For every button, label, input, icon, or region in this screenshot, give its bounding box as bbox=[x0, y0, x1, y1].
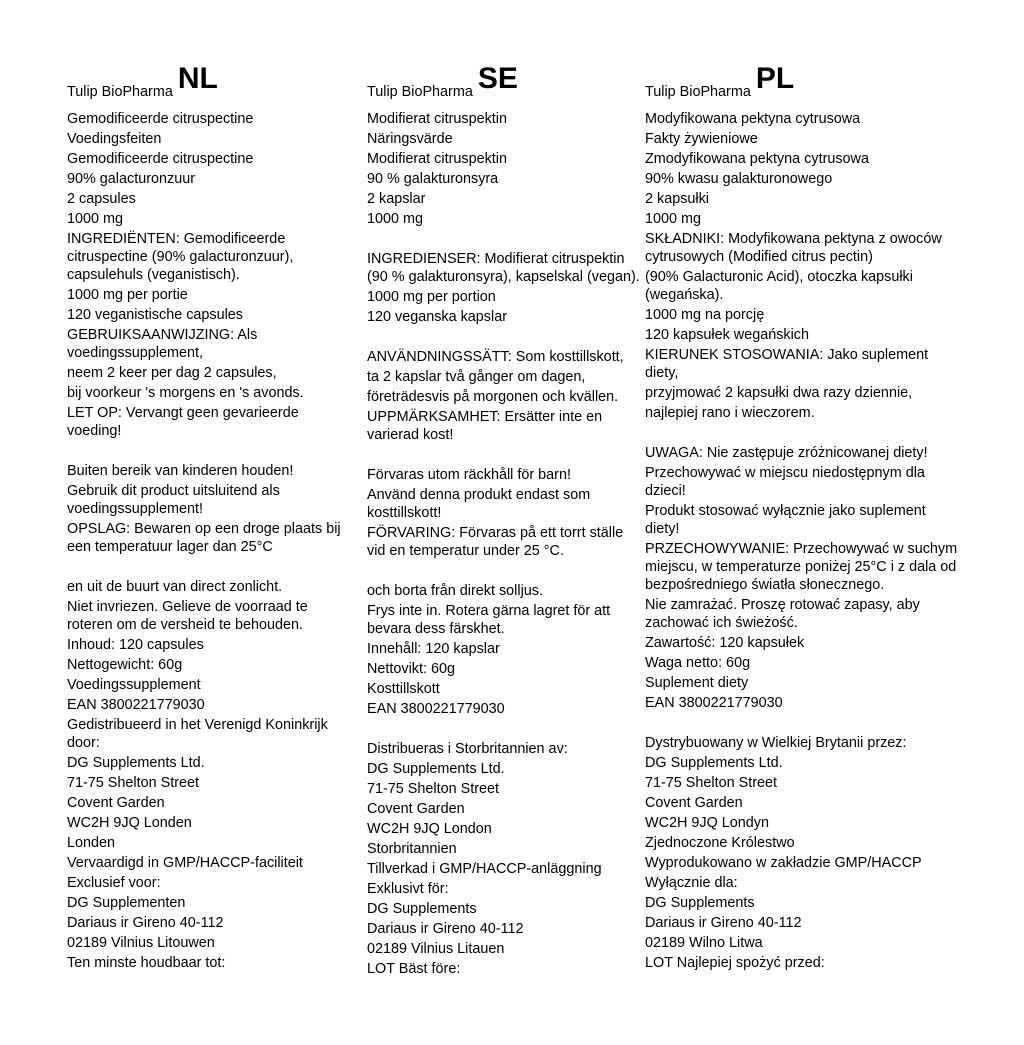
text-line: Modifierat citruspektin bbox=[367, 151, 507, 167]
text-line: Ten minste houdbaar tot: bbox=[67, 955, 226, 971]
text-line: Londen bbox=[67, 835, 116, 851]
column-se bbox=[367, 62, 642, 980]
text-line: najlepiej rano i wieczorem. bbox=[645, 405, 815, 421]
text-line bbox=[645, 714, 960, 732]
text-line: DG Supplements Ltd. bbox=[367, 761, 505, 777]
text-line: Inhoud: 120 capsules bbox=[67, 637, 204, 653]
text-line: UPPMÄRKSAMHET: Ersätter inte en varierad kost! bbox=[367, 409, 603, 443]
text-line: WC2H 9JQ Londyn bbox=[645, 815, 769, 831]
text-line: Covent Garden bbox=[367, 801, 465, 817]
text-line: 71-75 Shelton Street bbox=[367, 781, 500, 797]
text-line: FÖRVARING: Förvaras på ett torrt ställe vid en temperatur under 25 °C. bbox=[367, 525, 624, 559]
text-line: 1000 mg na porcję bbox=[645, 307, 765, 323]
text-line: Fakty żywieniowe bbox=[645, 131, 758, 147]
text-line: 71-75 Shelton Street bbox=[645, 775, 778, 791]
text-line: 2 capsules bbox=[67, 191, 136, 207]
text-line: en uit de buurt van direct zonlicht. bbox=[67, 579, 283, 595]
language-code: NL bbox=[177, 62, 218, 95]
text-line: EAN 3800221779030 bbox=[645, 695, 783, 711]
text-line: företrädesvis på morgonen och kvällen. bbox=[367, 389, 619, 405]
text-line: Dystrybuowany w Wielkiej Brytanii przez: bbox=[645, 735, 907, 751]
text-line: ANVÄNDNINGSSÄTT: Som kosttillskott, bbox=[367, 349, 624, 365]
text-line: 90% galacturonzuur bbox=[67, 171, 195, 187]
text-line: PRZECHOWYWANIE: Przechowywać w suchym miejscu, w temperaturze poniżej 25°C i z dala od bezpośredniego światła słonecznego. bbox=[645, 541, 958, 593]
language-code: SE bbox=[477, 62, 518, 95]
text-line: Nettogewicht: 60g bbox=[67, 657, 183, 673]
text-line: Gebruik dit product uitsluitend als voedingssupplement! bbox=[67, 483, 280, 517]
text-line: Näringsvärde bbox=[367, 131, 453, 147]
text-line: Frys inte in. Rotera gärna lagret för att bevara dess färskhet. bbox=[367, 603, 611, 637]
text-line: Innehåll: 120 kapslar bbox=[367, 641, 500, 657]
text-line: Voedingsfeiten bbox=[67, 131, 162, 147]
text-line: 2 kapslar bbox=[367, 191, 426, 207]
text-line bbox=[367, 720, 642, 738]
text-line: OPSLAG: Bewaren op een droge plaats bij een temperatuur lager dan 25°C bbox=[67, 521, 341, 555]
text-line: 120 kapsułek wegańskich bbox=[645, 327, 809, 343]
text-line: SKŁADNIKI: Modyfikowana pektyna z owoców cytrusowych (Modified citrus pectin) bbox=[645, 231, 942, 265]
text-line: neem 2 keer per dag 2 capsules, bbox=[67, 365, 277, 381]
text-line: INGREDIENSER: Modifierat citruspektin (90 % galakturonsyra), kapselskal (vegan). bbox=[367, 251, 640, 285]
column-header bbox=[67, 62, 357, 110]
text-line: 90% kwasu galakturonowego bbox=[645, 171, 833, 187]
brand-name: Tulip BioPharma bbox=[67, 84, 173, 100]
text-line: 1000 mg per portion bbox=[367, 289, 496, 305]
text-line: GEBRUIKSAANWIJZING: Als voedingssupplement, bbox=[67, 327, 258, 361]
text-line: KIERUNEK STOSOWANIA: Jako suplement diety, bbox=[645, 347, 929, 381]
text-line: 02189 Vilnius Litauen bbox=[367, 941, 505, 957]
label-text bbox=[645, 110, 960, 972]
column-header bbox=[645, 62, 960, 110]
brand-name: Tulip BioPharma bbox=[367, 84, 473, 100]
text-line: LOT Bäst före: bbox=[367, 961, 461, 977]
text-line: WC2H 9JQ Londen bbox=[67, 815, 192, 831]
text-line: Covent Garden bbox=[67, 795, 165, 811]
text-line: Waga netto: 60g bbox=[645, 655, 751, 671]
text-line: DG Supplements Ltd. bbox=[645, 755, 783, 771]
text-line: EAN 3800221779030 bbox=[367, 701, 505, 717]
text-line: Gemodificeerde citruspectine bbox=[67, 111, 254, 127]
text-line: UWAGA: Nie zastępuje zróżnicowanej diety! bbox=[645, 445, 928, 461]
text-line: Nie zamrażać. Proszę rotować zapasy, aby zachować ich świeżość. bbox=[645, 597, 920, 631]
text-line: Vervaardigd in GMP/HACCP-faciliteit bbox=[67, 855, 303, 871]
text-line: przyjmować 2 kapsułki dwa razy dziennie, bbox=[645, 385, 913, 401]
text-line: Dariaus ir Gireno 40-112 bbox=[367, 921, 524, 937]
column-nl bbox=[67, 62, 357, 974]
text-line: Wyprodukowano w zakładzie GMP/HACCP bbox=[645, 855, 922, 871]
text-line: Distribueras i Storbritannien av: bbox=[367, 741, 568, 757]
text-line: Buiten bereik van kinderen houden! bbox=[67, 463, 294, 479]
text-line: Przechowywać w miejscu niedostępnym dla dzieci! bbox=[645, 465, 925, 499]
text-line: DG Supplements bbox=[645, 895, 755, 911]
text-line: 120 veganistische capsules bbox=[67, 307, 243, 323]
text-line bbox=[67, 558, 357, 576]
text-line: 1000 mg bbox=[367, 211, 424, 227]
text-line: Zmodyfikowana pektyna cytrusowa bbox=[645, 151, 869, 167]
text-line: 02189 Wilno Litwa bbox=[645, 935, 763, 951]
text-line: Tillverkad i GMP/HACCP-anläggning bbox=[367, 861, 602, 877]
text-line: Exklusivt för: bbox=[367, 881, 449, 897]
text-line: Modifierat citruspektin bbox=[367, 111, 507, 127]
text-line: Nettovikt: 60g bbox=[367, 661, 455, 677]
column-header bbox=[367, 62, 642, 110]
text-line: Gemodificeerde citruspectine bbox=[67, 151, 254, 167]
text-line: Voedingssupplement bbox=[67, 677, 201, 693]
text-line: Wyłącznie dla: bbox=[645, 875, 738, 891]
text-line: DG Supplements bbox=[367, 901, 477, 917]
text-line: Gedistribueerd in het Verenigd Koninkrijk door: bbox=[67, 717, 328, 751]
text-line: Exclusief voor: bbox=[67, 875, 161, 891]
text-line: Förvaras utom räckhåll för barn! bbox=[367, 467, 571, 483]
text-line: Dariaus ir Gireno 40-112 bbox=[67, 915, 224, 931]
text-line: ta 2 kapslar två gånger om dagen, bbox=[367, 369, 586, 385]
text-line: 02189 Vilnius Litouwen bbox=[67, 935, 215, 951]
text-line: DG Supplementen bbox=[67, 895, 186, 911]
text-line: LET OP: Vervangt geen gevarieerde voeding! bbox=[67, 405, 299, 439]
text-line bbox=[367, 328, 642, 346]
text-line: (90% Galacturonic Acid), otoczka kapsułki (wegańska). bbox=[645, 269, 913, 303]
label-text bbox=[367, 110, 642, 978]
text-line: EAN 3800221779030 bbox=[67, 697, 205, 713]
label-text bbox=[67, 110, 357, 972]
text-line: Modyfikowana pektyna cytrusowa bbox=[645, 111, 861, 127]
text-line bbox=[367, 446, 642, 464]
text-line: Kosttillskott bbox=[367, 681, 440, 697]
text-line bbox=[645, 424, 960, 442]
text-line bbox=[367, 562, 642, 580]
text-line: 90 % galakturonsyra bbox=[367, 171, 499, 187]
text-line: 1000 mg bbox=[67, 211, 124, 227]
text-line: WC2H 9JQ London bbox=[367, 821, 492, 837]
column-pl bbox=[645, 62, 960, 974]
text-line: INGREDIËNTEN: Gemodificeerde citruspectine (90% galacturonzuur), capsulehuls (veganistisch). bbox=[67, 231, 294, 283]
text-line: 1000 mg per portie bbox=[67, 287, 188, 303]
text-line: 2 kapsułki bbox=[645, 191, 709, 207]
text-line: Produkt stosować wyłącznie jako suplement diety! bbox=[645, 503, 926, 537]
text-line: DG Supplements Ltd. bbox=[67, 755, 205, 771]
brand-name: Tulip BioPharma bbox=[645, 84, 751, 100]
text-line: 71-75 Shelton Street bbox=[67, 775, 200, 791]
text-line bbox=[67, 442, 357, 460]
text-line: bij voorkeur 's morgens en 's avonds. bbox=[67, 385, 304, 401]
language-code: PL bbox=[755, 62, 795, 95]
text-line: Storbritannien bbox=[367, 841, 457, 857]
text-line: LOT Najlepiej spożyć przed: bbox=[645, 955, 825, 971]
text-line: Dariaus ir Gireno 40-112 bbox=[645, 915, 802, 931]
text-line: Suplement diety bbox=[645, 675, 749, 691]
text-line: Niet invriezen. Gelieve de voorraad te roteren om de versheid te behouden. bbox=[67, 599, 308, 633]
text-line bbox=[367, 230, 642, 248]
text-line: Covent Garden bbox=[645, 795, 743, 811]
text-line: 120 veganska kapslar bbox=[367, 309, 507, 325]
text-line: Zjednoczone Królestwo bbox=[645, 835, 795, 851]
text-line: 1000 mg bbox=[645, 211, 702, 227]
text-line: Zawartość: 120 kapsułek bbox=[645, 635, 805, 651]
text-line: och borta från direkt solljus. bbox=[367, 583, 543, 599]
text-line: Använd denna produkt endast som kosttillskott! bbox=[367, 487, 591, 521]
